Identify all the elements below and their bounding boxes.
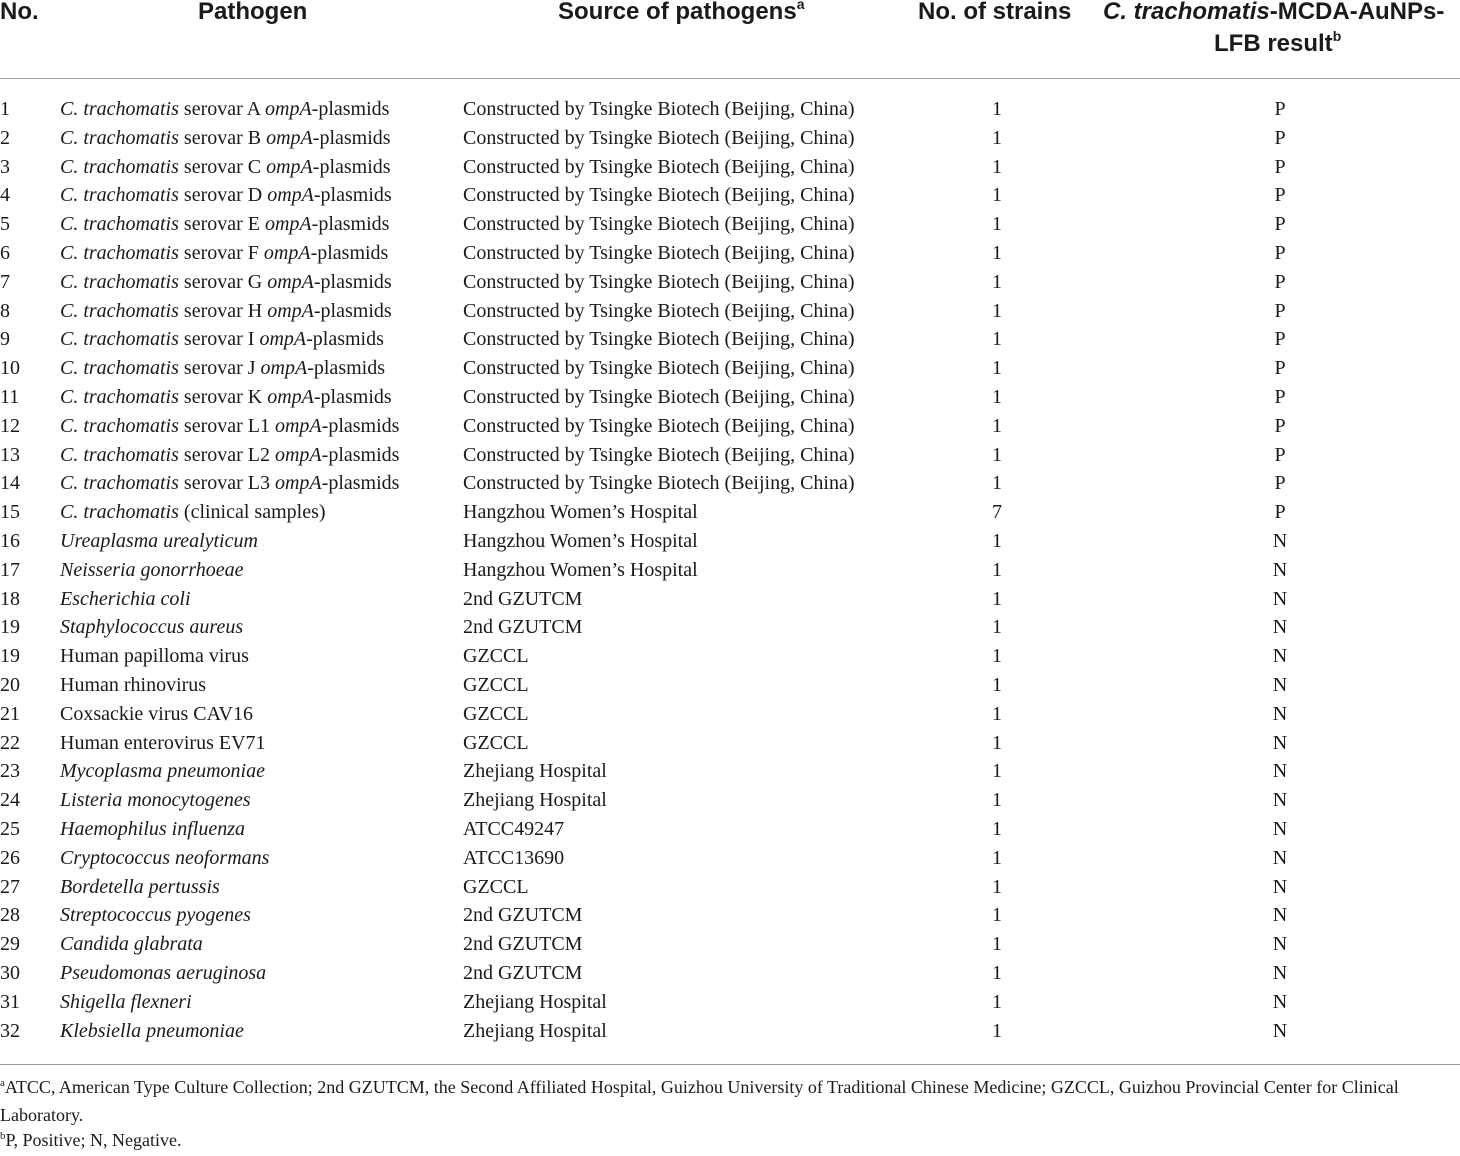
row-source: GZCCL <box>463 645 529 668</box>
table-row <box>0 671 1460 700</box>
pathogen-suffix: -plasmids <box>313 270 392 293</box>
row-result-value: N <box>1272 961 1288 984</box>
row-source: Zhejiang Hospital <box>463 990 607 1013</box>
pathogen-text: serovar F <box>178 241 264 264</box>
row-pathogen <box>60 901 251 930</box>
row-strains-value: 1 <box>992 241 1002 264</box>
pathogen-text: serovar L1 <box>178 414 275 437</box>
table-row <box>0 901 1460 930</box>
row-source: Constructed by Tsingke Biotech (Beijing, China) <box>463 414 855 437</box>
row-source: Constructed by Tsingke Biotech (Beijing, China) <box>463 270 855 293</box>
row-no: 22 <box>0 731 20 754</box>
pathogen-italic: C. trachomatis <box>60 98 179 120</box>
pathogen-italic: C. trachomatis <box>60 501 179 524</box>
row-no: 7 <box>0 270 10 293</box>
row-result-value: P <box>1274 184 1286 207</box>
row-pathogen <box>60 95 389 124</box>
table-header <box>0 0 1460 78</box>
row-strains-value: 7 <box>992 501 1002 524</box>
row-pathogen <box>60 325 384 354</box>
row-pathogen <box>60 498 326 527</box>
table-row <box>0 729 1460 758</box>
table-row <box>0 556 1460 585</box>
row-source: Constructed by Tsingke Biotech (Beijing, China) <box>463 98 855 120</box>
row-pathogen <box>60 556 244 585</box>
row-result-value: P <box>1274 385 1286 408</box>
row-source: Constructed by Tsingke Biotech (Beijing, China) <box>463 241 855 264</box>
footnote-a-mark: a <box>0 1077 5 1089</box>
row-no: 11 <box>0 385 20 408</box>
table-row <box>0 844 1460 873</box>
row-source: Constructed by Tsingke Biotech (Beijing, China) <box>463 184 855 207</box>
row-pathogen <box>60 297 392 326</box>
pathogen-text: Human papilloma virus <box>60 645 249 668</box>
pathogen-italic: Streptococcus pyogenes <box>60 904 251 927</box>
pathogen-italic: C. trachomatis <box>60 472 179 495</box>
row-result-value: N <box>1272 760 1288 783</box>
pathogen-text: serovar L3 <box>178 472 275 495</box>
row-no: 8 <box>0 299 10 322</box>
pathogen-gene: ompA <box>266 126 313 149</box>
pathogen-gene: ompA <box>260 357 308 380</box>
table-row <box>0 815 1460 844</box>
pathogen-text: serovar J <box>178 357 261 380</box>
row-pathogen <box>60 1017 244 1046</box>
row-strains-value: 1 <box>992 587 1002 610</box>
table-row <box>0 469 1460 498</box>
row-strains-value: 1 <box>992 357 1002 380</box>
row-pathogen <box>60 729 266 758</box>
pathogen-italic: C. trachomatis <box>60 385 179 408</box>
row-strains-value: 1 <box>992 875 1002 898</box>
row-strains-value: 1 <box>992 673 1002 696</box>
row-source: Constructed by Tsingke Biotech (Beijing, China) <box>463 443 855 466</box>
pathogen-gene: ompA <box>266 155 313 178</box>
row-no: 23 <box>0 760 20 783</box>
header-strains: No. of strains <box>918 0 1072 25</box>
table-row <box>0 297 1460 326</box>
row-no: 2 <box>0 126 10 149</box>
row-result-value: N <box>1272 990 1288 1013</box>
pathogen-gene: ompA <box>264 213 312 236</box>
row-result-value: P <box>1274 155 1286 178</box>
row-strains-value: 1 <box>992 760 1002 783</box>
footer-divider <box>0 1064 1460 1065</box>
row-pathogen <box>60 124 391 153</box>
row-no: 10 <box>0 357 20 380</box>
table-row <box>0 383 1460 412</box>
row-source: Hangzhou Women’s Hospital <box>463 501 698 524</box>
row-strains-value: 1 <box>992 155 1002 178</box>
pathogen-text: serovar H <box>178 299 268 322</box>
row-source: Hangzhou Women’s Hospital <box>463 558 698 581</box>
row-result-value: P <box>1274 443 1286 466</box>
row-strains-value: 1 <box>992 443 1002 466</box>
row-pathogen <box>60 383 392 412</box>
pathogen-italic: C. trachomatis <box>60 443 179 466</box>
row-result-value: N <box>1272 616 1288 639</box>
pathogen-italic: C. trachomatis <box>60 184 179 207</box>
row-no: 31 <box>0 990 20 1013</box>
table-row <box>0 757 1460 786</box>
pathogen-text: serovar K <box>178 385 268 408</box>
pathogen-suffix: -plasmids <box>313 385 392 408</box>
pathogen-text: Human rhinovirus <box>60 673 207 696</box>
table-row <box>0 124 1460 153</box>
table-row <box>0 988 1460 1017</box>
row-strains-value: 1 <box>992 126 1002 149</box>
row-strains-value: 1 <box>992 529 1002 552</box>
row-strains-value: 1 <box>992 961 1002 984</box>
row-strains-value: 1 <box>992 1019 1002 1042</box>
row-strains-value: 1 <box>992 414 1002 437</box>
row-no: 20 <box>0 673 20 696</box>
header-divider <box>0 78 1460 79</box>
row-source: Zhejiang Hospital <box>463 789 607 812</box>
header-result-line2 <box>1214 30 1341 58</box>
row-strains-value: 1 <box>992 846 1002 869</box>
pathogen-italic: C. trachomatis <box>60 241 179 264</box>
row-result-value: N <box>1272 673 1288 696</box>
pathogen-italic: Klebsiella pneumoniae <box>60 1019 244 1042</box>
row-pathogen <box>60 527 258 556</box>
pathogen-text: Coxsackie virus CAV16 <box>60 702 253 725</box>
pathogen-suffix: -plasmids <box>311 213 390 236</box>
row-no: 12 <box>0 414 20 437</box>
row-result-value: P <box>1274 414 1286 437</box>
header-no: No. <box>0 0 39 25</box>
row-strains-value: 1 <box>992 789 1002 812</box>
table-row <box>0 930 1460 959</box>
row-no: 25 <box>0 817 20 840</box>
table-row <box>0 153 1460 182</box>
row-result-value: N <box>1272 933 1288 956</box>
table-row <box>0 1017 1460 1046</box>
table-row <box>0 239 1460 268</box>
pathogen-text: serovar G <box>178 270 268 293</box>
row-source: 2nd GZUTCM <box>463 587 583 610</box>
header-source-sup: a <box>796 0 805 12</box>
pathogen-italic: Staphylococcus aureus <box>60 616 244 639</box>
pathogen-italic: Shigella flexneri <box>60 990 192 1013</box>
row-no: 19 <box>0 645 20 668</box>
pathogen-gene: ompA <box>274 414 322 437</box>
pathogen-gene: ompA <box>267 385 314 408</box>
row-strains-value: 1 <box>992 702 1002 725</box>
footnote-b-mark: b <box>0 1130 6 1142</box>
header-result-label: LFB result <box>1214 30 1333 57</box>
row-pathogen <box>60 153 391 182</box>
table-row <box>0 786 1460 815</box>
pathogen-gene: ompA <box>259 328 307 351</box>
row-strains-value: 1 <box>992 933 1002 956</box>
row-strains-value: 1 <box>992 558 1002 581</box>
table-row <box>0 642 1460 671</box>
row-no: 19 <box>0 616 20 639</box>
footnote-a-text: ATCC, American Type Culture Collection; 2nd GZUTCM, the Second Affiliated Hospital, Guizhou University of Traditional Chinese Medicine; GZCCL, Guizhou Provincial Center for Clinical Laboratory. <box>0 1077 1399 1125</box>
row-pathogen <box>60 354 385 383</box>
row-pathogen <box>60 268 392 297</box>
pathogen-italic: C. trachomatis <box>60 328 179 351</box>
header-result-sup: b <box>1332 28 1342 44</box>
row-strains-value: 1 <box>992 472 1002 495</box>
row-strains-value: 1 <box>992 990 1002 1013</box>
row-no: 6 <box>0 241 10 264</box>
row-pathogen <box>60 757 265 786</box>
row-no: 24 <box>0 789 20 812</box>
row-no: 3 <box>0 155 10 178</box>
pathogen-gene: ompA <box>274 443 322 466</box>
pathogen-suffix: -plasmids <box>321 414 400 437</box>
row-result-value: P <box>1274 126 1286 149</box>
header-source <box>558 0 804 26</box>
pathogen-text: serovar I <box>178 328 260 351</box>
row-result-value: P <box>1274 472 1286 495</box>
row-no: 21 <box>0 702 20 725</box>
row-strains-value: 1 <box>992 904 1002 927</box>
row-source: 2nd GZUTCM <box>463 933 583 956</box>
pathogen-italic: C. trachomatis <box>60 357 179 380</box>
row-pathogen <box>60 988 192 1017</box>
pathogen-italic: Pseudomonas aeruginosa <box>60 961 267 984</box>
pathogen-italic: Haemophilus influenza <box>60 817 245 840</box>
pathogen-gene: ompA <box>267 270 314 293</box>
pathogen-italic: Candida glabrata <box>60 933 203 956</box>
row-strains-value: 1 <box>992 616 1002 639</box>
row-source: GZCCL <box>463 673 529 696</box>
row-no: 30 <box>0 961 20 984</box>
pathogen-gene: ompA <box>263 241 311 264</box>
row-source: Zhejiang Hospital <box>463 760 607 783</box>
header-result-italic: C. trachomatis <box>1103 0 1270 25</box>
row-pathogen <box>60 873 220 902</box>
row-no: 28 <box>0 904 20 927</box>
row-result-value: N <box>1272 702 1288 725</box>
pathogen-text: (clinical samples) <box>178 501 326 524</box>
pathogen-suffix: -plasmids <box>312 126 391 149</box>
row-result-value: N <box>1272 645 1288 668</box>
pathogen-suffix: -plasmids <box>310 241 389 264</box>
row-no: 4 <box>0 184 10 207</box>
table-row <box>0 585 1460 614</box>
row-no: 32 <box>0 1019 20 1042</box>
row-strains-value: 1 <box>992 184 1002 207</box>
row-pathogen <box>60 613 243 642</box>
row-pathogen <box>60 239 388 268</box>
row-pathogen <box>60 642 249 671</box>
row-source: Constructed by Tsingke Biotech (Beijing, China) <box>463 472 855 495</box>
row-strains-value: 1 <box>992 98 1002 120</box>
row-source: GZCCL <box>463 875 529 898</box>
table-row <box>0 959 1460 988</box>
table-row <box>0 527 1460 556</box>
row-pathogen <box>60 844 269 873</box>
row-pathogen <box>60 815 245 844</box>
pathogen-italic: C. trachomatis <box>60 414 179 437</box>
table-row <box>0 498 1460 527</box>
pathogen-text: serovar B <box>178 126 267 149</box>
header-result-line1 <box>1103 0 1444 26</box>
table-row <box>0 441 1460 470</box>
table-row <box>0 210 1460 239</box>
row-source: Hangzhou Women’s Hospital <box>463 529 698 552</box>
row-pathogen <box>60 671 206 700</box>
row-result-value: P <box>1274 328 1286 351</box>
footnote-a <box>0 1075 1460 1128</box>
row-result-value: N <box>1272 587 1288 610</box>
row-result-value: N <box>1272 731 1288 754</box>
row-pathogen <box>60 786 251 815</box>
row-no: 17 <box>0 558 20 581</box>
pathogen-suffix: -plasmids <box>306 328 384 351</box>
row-pathogen <box>60 585 191 614</box>
row-no: 26 <box>0 846 20 869</box>
row-result-value: P <box>1274 98 1286 120</box>
row-source: 2nd GZUTCM <box>463 961 583 984</box>
pathogen-suffix: -plasmids <box>307 357 385 380</box>
row-result-value: P <box>1274 241 1286 264</box>
row-result-value: N <box>1272 558 1288 581</box>
pathogen-text: serovar A <box>178 98 265 120</box>
row-result-value: N <box>1272 817 1288 840</box>
row-result-value: N <box>1272 1019 1288 1042</box>
row-source: Constructed by Tsingke Biotech (Beijing, China) <box>463 155 855 178</box>
row-source: Constructed by Tsingke Biotech (Beijing, China) <box>463 385 855 408</box>
row-no: 27 <box>0 875 20 898</box>
row-result-value: P <box>1274 299 1286 322</box>
row-source: Constructed by Tsingke Biotech (Beijing, China) <box>463 299 855 322</box>
pathogen-gene: ompA <box>267 184 314 207</box>
row-result-value: P <box>1274 501 1286 524</box>
pathogen-italic: Neisseria gonorrhoeae <box>60 558 244 581</box>
table-row <box>0 325 1460 354</box>
pathogen-italic: Listeria monocytogenes <box>60 789 251 812</box>
table-row <box>0 412 1460 441</box>
row-pathogen <box>60 210 389 239</box>
pathogen-suffix: -plasmids <box>321 472 400 495</box>
row-result-value: P <box>1274 213 1286 236</box>
table-body <box>0 95 1460 1045</box>
row-source: GZCCL <box>463 702 529 725</box>
pathogen-italic: C. trachomatis <box>60 299 179 322</box>
row-result-value: N <box>1272 789 1288 812</box>
row-source: Constructed by Tsingke Biotech (Beijing, China) <box>463 328 855 351</box>
row-pathogen <box>60 930 203 959</box>
pathogen-italic: Bordetella pertussis <box>60 875 220 898</box>
row-result-value: N <box>1272 875 1288 898</box>
row-result-value: P <box>1274 357 1286 380</box>
table-row <box>0 873 1460 902</box>
row-source: Zhejiang Hospital <box>463 1019 607 1042</box>
row-pathogen <box>60 700 253 729</box>
row-strains-value: 1 <box>992 817 1002 840</box>
table-footnotes <box>0 1075 1460 1156</box>
pathogen-suffix: -plasmids <box>311 98 390 120</box>
pathogen-italic: C. trachomatis <box>60 155 179 178</box>
footnote-b-text: P, Positive; N, Negative. <box>5 1130 182 1150</box>
pathogen-italic: Escherichia coli <box>60 587 191 610</box>
row-result-value: N <box>1272 529 1288 552</box>
row-source: Constructed by Tsingke Biotech (Beijing, China) <box>463 213 855 236</box>
pathogen-italic: C. trachomatis <box>60 126 179 149</box>
row-strains-value: 1 <box>992 385 1002 408</box>
pathogen-text: serovar E <box>178 213 265 236</box>
row-source: ATCC49247 <box>463 817 565 840</box>
row-pathogen <box>60 181 392 210</box>
pathogen-suffix: -plasmids <box>313 299 392 322</box>
header-pathogen: Pathogen <box>198 0 308 25</box>
row-no: 29 <box>0 933 20 956</box>
pathogen-italic: Ureaplasma urealyticum <box>60 529 258 552</box>
row-no: 18 <box>0 587 20 610</box>
pathogen-gene: ompA <box>267 299 314 322</box>
pathogen-suffix: -plasmids <box>321 443 400 466</box>
pathogen-italic: Cryptococcus neoformans <box>60 846 270 869</box>
row-strains-value: 1 <box>992 731 1002 754</box>
row-no: 14 <box>0 472 20 495</box>
pathogen-text: serovar L2 <box>178 443 275 466</box>
row-no: 15 <box>0 501 20 524</box>
row-source: GZCCL <box>463 731 529 754</box>
row-pathogen <box>60 412 399 441</box>
pathogen-text: Human enterovirus EV71 <box>60 731 266 754</box>
row-pathogen <box>60 959 266 988</box>
pathogen-text: serovar C <box>178 155 267 178</box>
row-source: Constructed by Tsingke Biotech (Beijing, China) <box>463 126 855 149</box>
row-strains-value: 1 <box>992 645 1002 668</box>
table-row <box>0 268 1460 297</box>
footnote-b <box>0 1128 1460 1156</box>
row-source: Constructed by Tsingke Biotech (Beijing, China) <box>463 357 855 380</box>
header-source-label: Source of pathogens <box>558 0 797 25</box>
row-no: 1 <box>0 98 10 120</box>
table-row <box>0 354 1460 383</box>
row-source: 2nd GZUTCM <box>463 904 583 927</box>
row-strains-value: 1 <box>992 213 1002 236</box>
row-strains-value: 1 <box>992 299 1002 322</box>
pathogen-gene: ompA <box>265 98 312 120</box>
pathogen-italic: C. trachomatis <box>60 270 179 293</box>
table-row <box>0 181 1460 210</box>
row-source: ATCC13690 <box>463 846 565 869</box>
row-no: 16 <box>0 529 20 552</box>
row-no: 5 <box>0 213 10 236</box>
row-no: 13 <box>0 443 20 466</box>
row-pathogen <box>60 469 399 498</box>
row-source: 2nd GZUTCM <box>463 616 583 639</box>
row-strains-value: 1 <box>992 328 1002 351</box>
header-result-rest: -MCDA-AuNPs- <box>1269 0 1445 25</box>
pathogen-suffix: -plasmids <box>313 184 392 207</box>
pathogen-suffix: -plasmids <box>312 155 391 178</box>
row-result-value: P <box>1274 270 1286 293</box>
pathogen-text: serovar D <box>178 184 268 207</box>
table-row <box>0 95 1460 124</box>
table-row <box>0 700 1460 729</box>
pathogen-gene: ompA <box>274 472 322 495</box>
row-strains-value: 1 <box>992 270 1002 293</box>
table-row <box>0 613 1460 642</box>
row-result-value: N <box>1272 846 1288 869</box>
pathogen-italic: Mycoplasma pneumoniae <box>60 760 265 783</box>
pathogen-italic: C. trachomatis <box>60 213 179 236</box>
row-no: 9 <box>0 328 10 351</box>
row-pathogen <box>60 441 399 470</box>
row-result-value: N <box>1272 904 1288 927</box>
